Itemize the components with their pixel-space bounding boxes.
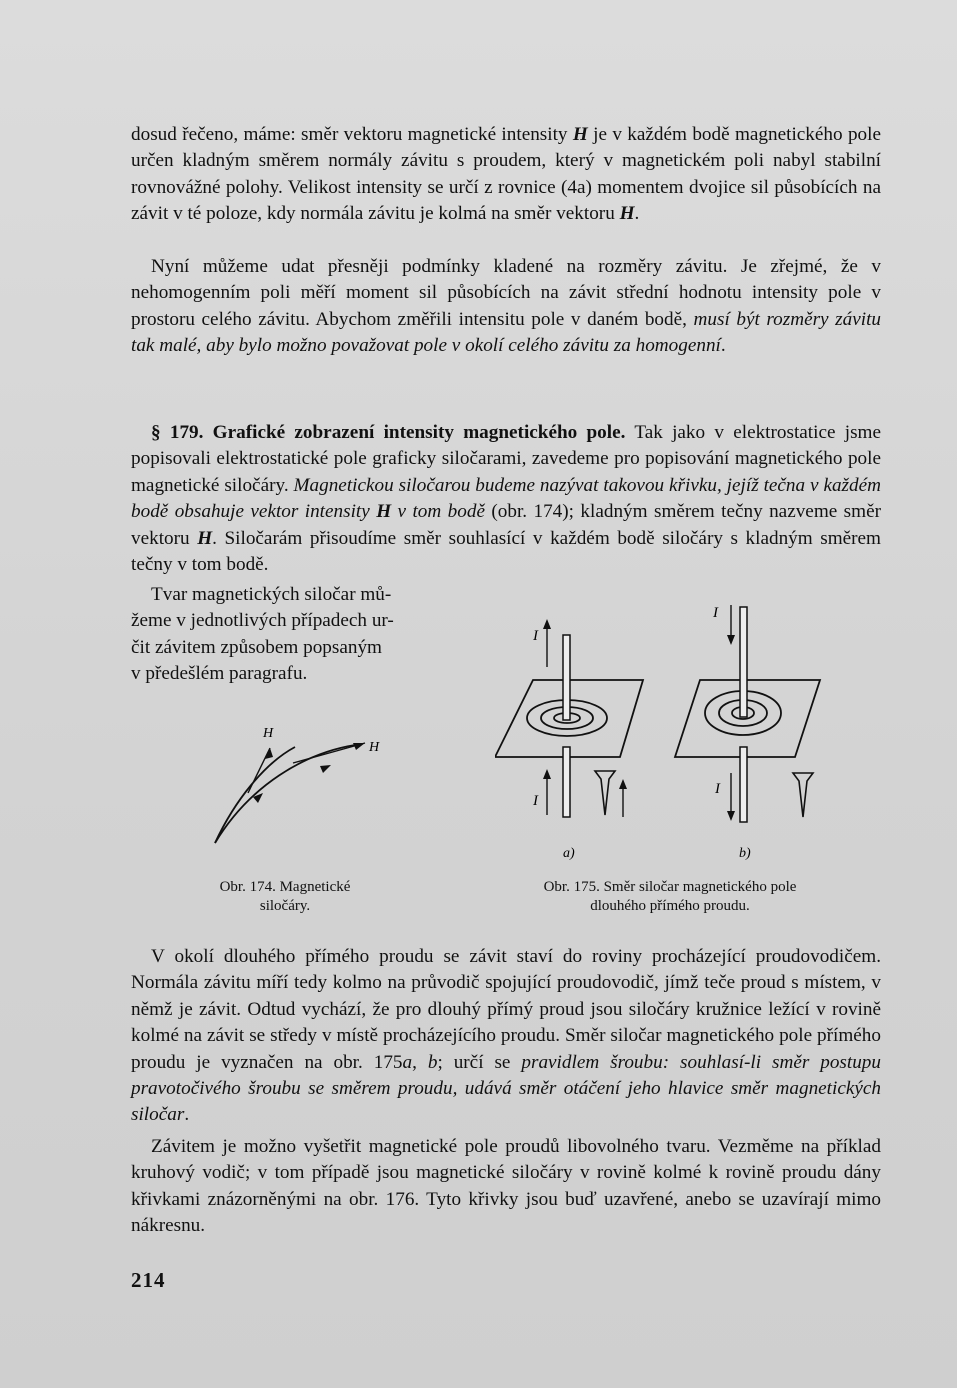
caption-line: dlouhého přímého proudu.	[590, 898, 750, 914]
paragraph-1	[131, 122, 881, 228]
figure-175-straight-current	[495, 595, 875, 865]
paragraph-6	[131, 1134, 881, 1240]
label-current: I	[533, 793, 538, 809]
arrowhead	[727, 811, 735, 821]
text-line: v předešlém paragrafu.	[131, 663, 308, 685]
figure-175-caption	[470, 878, 870, 916]
page-number: 214	[131, 1268, 166, 1292]
conductor	[563, 747, 570, 817]
text: V okolí dlouhého přímého proudu se závit staví do roviny procházející proudovodičem. Normála závitu míří tedy kolmo na průvodič spojující proudovodič, jímž teče proud s místem, v němž je závit. Odtud vychází, že pro dlouhý přímý proud jsou siločáry kružnice ležící v rovině kolmé na závit se středy v místě procházejícího proudu. Směr siločar magnetického pole přímého proudu je vyznačen na obr. 175	[131, 946, 881, 1073]
label-h: H	[263, 726, 274, 741]
text: .	[184, 1104, 190, 1126]
text: ,	[412, 1051, 428, 1073]
vector-h: H	[197, 527, 213, 549]
section-heading: § 179. Grafické zobrazení intensity magnetického pole.	[151, 422, 626, 443]
text: Nyní můžeme udat přesněji podmínky kladené na rozměry závitu. Je zřejmé, že v nehomogenním poli měří moment sil působících na závit střední hodnotu intensity pole v prostoru celého závitu. Abychom změřili intensitu pole v daném bodě,	[131, 256, 881, 330]
text-line: žeme v jednotlivých případech ur-	[131, 610, 394, 632]
conductor	[740, 607, 747, 717]
text: dosud řečeno, máme: směr vektoru magnetické intensity	[131, 124, 573, 145]
paragraph-5	[131, 944, 881, 1129]
text: (obr. 174); kladným směrem tečny nazveme směr vektoru	[131, 501, 881, 549]
conductor	[740, 747, 747, 822]
label-current: I	[533, 628, 538, 644]
label-a: a)	[563, 846, 575, 861]
figure-174-field-lines	[195, 715, 395, 860]
arrowhead	[543, 619, 551, 629]
label-current: I	[713, 605, 718, 621]
label-current: I	[715, 781, 720, 797]
caption-line: siločáry.	[259, 898, 311, 914]
tangent-vector	[248, 748, 270, 793]
arrowhead	[619, 779, 627, 789]
text-line: čit závitem způsobem popsaným	[131, 636, 382, 658]
text: . Siločarám přisoudíme směr souhlasící v každém bodě siločáry s kladným směrem tečny v tom bodě.	[131, 527, 881, 576]
vector-h: H	[376, 501, 392, 523]
paragraph-4	[131, 582, 461, 688]
screw	[595, 771, 615, 815]
conductor	[563, 635, 570, 720]
text: .	[634, 203, 640, 225]
label-b: b)	[739, 846, 751, 861]
text: Závitem je možno vyšetřit magnetické pole proudů libovolného tvaru. Vezměme na příklad kruhový vodič; v tom případě jsou magnetické siločáry v rovině kolmé k rovině proudu dány křivkami znázorněnými na obr. 176. Tyto křivky jsou buď uzavřené, anebo se uzavírají mimo nákresnu.	[131, 1136, 881, 1237]
text: Tak jako v elektrostatice jsme popisovali elektrostatické pole graficky siločarami, zavedeme pro popisování magnetického pole magnetické siločáry.	[131, 422, 881, 496]
figure-174-caption	[190, 878, 380, 916]
field-line	[215, 745, 355, 843]
figure-175a	[495, 619, 643, 861]
tangent-vector	[293, 743, 365, 763]
italic-text: a	[402, 1051, 413, 1073]
text: je v každém bodě magnetického pole určen kladným směrem normály závitu s proudem, který v magnetickém poli nabyl stabilní rovnovážné polohy. Velikost intensity se určí z rovnice (4a) momentem dvojice sil působících na závit v té poloze, kdy normála závitu je kolmá na směr vektoru	[131, 124, 881, 225]
figure-175b	[675, 605, 820, 861]
paragraph-2	[131, 254, 881, 360]
vector-h: H	[619, 203, 635, 225]
text-line: Tvar magnetických siločar mů-	[151, 584, 392, 605]
screw	[793, 773, 813, 817]
arrowhead	[727, 635, 735, 645]
label-h: H	[369, 740, 380, 755]
italic-text: v tom bodě	[391, 501, 485, 523]
caption-line: Obr. 175. Směr siločar magnetického pole	[543, 879, 797, 895]
vector-h: H	[572, 124, 588, 145]
arrowhead	[320, 765, 331, 773]
italic-text: Magnetickou siločarou budeme nazývat takovou křivku, jejíž tečna v každém bodě obsahuje vektor intensity	[131, 474, 881, 523]
italic-text: pravidlem šroubu: souhlasí-li směr postupu pravotočivého šroubu se směrem proudu, udává směr otáčení jeho hlavice směr magnetických siločar	[131, 1051, 881, 1126]
italic-text: musí být rozměry závitu tak malé, aby bylo možno považovat pole v okolí celého závitu za homogenní	[131, 308, 881, 357]
caption-line: Obr. 174. Magnetické	[219, 879, 351, 895]
arrowhead	[353, 743, 365, 750]
arrowhead	[543, 769, 551, 779]
italic-text: b	[427, 1051, 438, 1073]
text: .	[720, 335, 726, 357]
paragraph-section-179	[131, 420, 881, 578]
text: ; určí se	[437, 1051, 522, 1073]
